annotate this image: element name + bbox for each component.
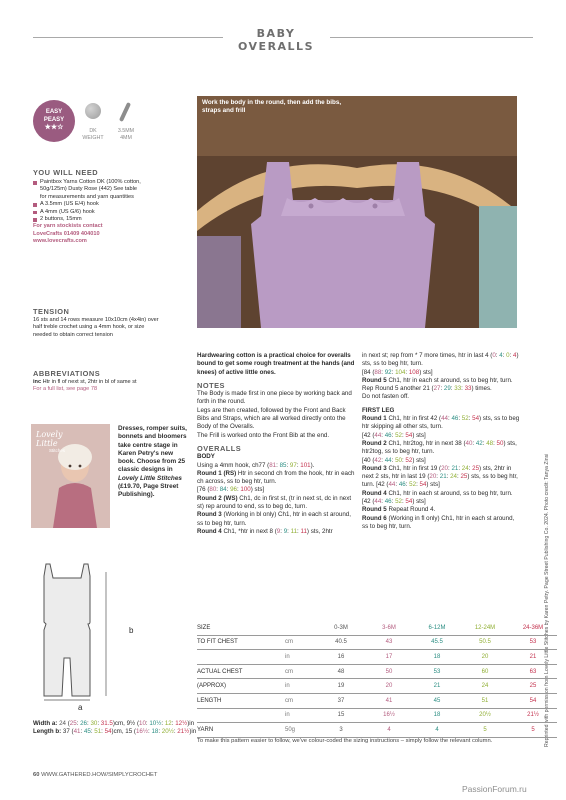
table-row: in 15 16½ 18 20½ 21½ <box>197 708 557 723</box>
list-item: A 4mm (US G/6) hook <box>33 209 183 216</box>
list-item: Paintbox Yarns Cotton DK (100% cotton, 50g/125m) Dusty Rose (442) See table for measurements and yarn quantities <box>33 179 143 201</box>
table-row: SIZE 0-3M 3-6M 6-12M 12-24M 24-36M <box>197 621 557 635</box>
pattern-column-1 <box>197 352 355 536</box>
size-header-label: SIZE <box>197 621 285 635</box>
materials-list <box>33 179 183 223</box>
notes-paragraph: The Body is made first in one piece by working back and forth in the round. <box>197 390 352 406</box>
schematic-outline <box>44 564 90 696</box>
abbreviation-term: inc <box>33 379 42 385</box>
width-label: Width a: <box>33 720 58 727</box>
tension-heading: TENSION <box>33 307 70 316</box>
footer <box>33 772 157 778</box>
abbreviations-heading: ABBREVIATIONS <box>33 369 101 378</box>
yarn-ball-icon <box>85 103 101 119</box>
intro-text: Hardwearing cotton is a practical choice for overalls bound to get some rough treatment at the hands (and knees) of active little ones. <box>197 352 355 376</box>
notes-heading: NOTES <box>197 380 225 390</box>
list-item: 2 buttons, 15mm <box>33 216 183 223</box>
page-number: 60 <box>33 772 40 778</box>
abbreviations-link[interactable]: For a full list, see page 78 <box>33 386 98 393</box>
photo-caption: Work the body in the round, then add the bibs, straps and frill <box>202 99 342 114</box>
length-label: Length b: <box>33 728 62 736</box>
width-measurement: Width a: 24 (25: 26: 30: 31.5)cm, 9½ (10: 10½: 12: 12½)in <box>33 720 195 727</box>
photo-credit: Reprinted with permission from Lovely Little Stitches by Karen Petry. Page Street Publishing Co. 2024. Photo credit: Tanya Zinsi <box>544 453 550 747</box>
badge-line-2: PEASY <box>43 117 65 123</box>
tension-section <box>33 307 183 339</box>
book-price: (£19.70, Page Street Publishing). <box>118 483 179 499</box>
overalls-heading: OVERALLS <box>197 443 242 453</box>
star-rating-icon: ★★☆ <box>44 124 64 131</box>
book-title: Lovely Little Stitches <box>118 474 182 482</box>
header-rule-left <box>33 37 223 38</box>
yarn-weight-label: DK WEIGHT <box>82 128 104 141</box>
book-cover-subtitle: Stitches <box>49 448 66 453</box>
list-item: A 3.5mm (US E/4) hook <box>33 201 183 208</box>
table-row: (APPROX) in 19 20 21 24 25 <box>197 679 557 694</box>
stockists-text: For yarn stockists contact LoveCrafts 01409 404010 www.lovecrafts.com <box>33 223 103 245</box>
crochet-hook-icon <box>119 102 131 122</box>
hook-size-label: 3.5MM 4MM <box>117 128 135 141</box>
schematic-label-b: b <box>129 626 134 635</box>
footer-url[interactable]: WWW.GATHERED.HOW/SIMPLYCROCHET <box>41 772 158 778</box>
watermark: PassionForum.ru <box>462 784 527 794</box>
book-promo-text <box>118 425 188 500</box>
table-row: YARN 50g 3 4 4 5 5 <box>197 723 557 738</box>
schematic-label-a: a <box>78 703 83 712</box>
table-row: LENGTH cm 37 41 45 51 54 <box>197 693 557 708</box>
photo-illustration <box>197 96 517 328</box>
you-will-need-section <box>33 168 183 246</box>
badge-line-1: EASY <box>45 109 63 115</box>
abbreviations-section <box>33 369 183 394</box>
book-cover-image <box>31 424 110 528</box>
overalls-photo <box>197 96 517 328</box>
size-table-note: To make this pattern easier to follow, we've colour-coded the sizing instructions – simply follow the relevant column. <box>197 738 493 744</box>
pattern-column-2 <box>362 352 522 531</box>
book-promo-description: Dresses, romper suits, bonnets and bloomers take centre stage in Karen Petry's new book. Choose from 25 classic designs in <box>118 425 187 474</box>
body-instructions: Using a 4mm hook, ch77 (81: 85: 97: 101). Round 1 (RS) Htr in second ch from the hook, htr in each ch across, ss to beg htr, turn. [76 (80: 84: 96: 100) sts] Round 2 (WS) Ch1, dc in first st, (tr in next st, dc in next st) rep around to end, ss to beg dc, turn. Round 3 (Working in bl only) Ch1, htr in each st around, ss to beg htr, turn. Round 4 Ch1, *htr in next 8 (9: 9: 11: 11) sts, 2htr <box>197 461 355 535</box>
table-row: TO FIT CHEST cm 40.5 43 45.5 50.5 53 <box>197 635 557 650</box>
round-4-continued: in next st; rep from * 7 more times, htr in last 4 (0: 4: 0: 4) sts, ss to beg htr, turn. [84 (88: 92: 104: 108) sts] Round 5 Ch1, htr in each st around, ss to beg htr, turn. Rep Round 5 another 21 (27: 29: 33: 33) times. Do not fasten off. <box>362 352 519 401</box>
schematic-measurements <box>33 720 198 737</box>
table-row: ACTUAL CHEST cm 48 50 53 60 63 <box>197 664 557 679</box>
table-row: in 16 17 18 20 21 <box>197 650 557 665</box>
page-title: BABY OVERALLS <box>237 27 314 53</box>
tension-text: 16 sts and 14 rows measure 10x10cm (4x4in) over half treble crochet using a 4mm hook, or size needed to obtain correct tension <box>33 317 159 338</box>
you-will-need-heading: YOU WILL NEED <box>33 168 99 177</box>
body-heading: BODY <box>197 453 215 461</box>
abbreviation-definition: Htr in fl of next st, 2htr in bl of same st <box>42 379 137 385</box>
header-rule-right <box>330 37 533 38</box>
length-measurement: Length b: 37 (41: 45: 51: 54)cm, 15 (16½: 18: 20½: 21½)in <box>33 728 197 736</box>
size-table <box>197 621 557 738</box>
difficulty-badge <box>33 100 75 142</box>
notes-paragraph: Legs are then created, followed by the Front and Back Bibs and Straps, which are all worked directly onto the Body of the Overalls. <box>197 406 346 431</box>
overalls-schematic-diagram <box>36 562 156 702</box>
notes-paragraph: The Frill is worked onto the Front Bib at the end. <box>197 431 330 439</box>
first-leg-heading: FIRST LEG <box>362 406 395 414</box>
book-cover-title: Lovely Little <box>36 430 63 448</box>
first-leg-instructions: Round 1 Ch1, htr in first 42 (44: 46: 52: 54) sts, ss to beg htr skipping all other sts, turn. [42 (44: 46: 52: 54) sts] Round 2 Ch1, htr2tog, htr in next 38 (40: 42: 48: 50) sts, htr2tog, ss to beg htr, turn. [40 (42: 44: 50: 52) sts] Round 3 Ch1, htr in first 19 (20: 21: 24: 25) sts, 2htr in next 2 sts, htr in last 19 (20: 21: 24: 25) sts, ss to beg htr, turn. [42 (44: 46: 52: 54) sts] Round 4 Ch1, htr in each st around, ss to beg htr, turn. [42 (44: 46: 52: 54) sts] Round 5 Repeat Round 4. Round 6 (Working in fl only) Ch1, htr in each st around, ss to beg htr, turn. <box>362 415 520 530</box>
